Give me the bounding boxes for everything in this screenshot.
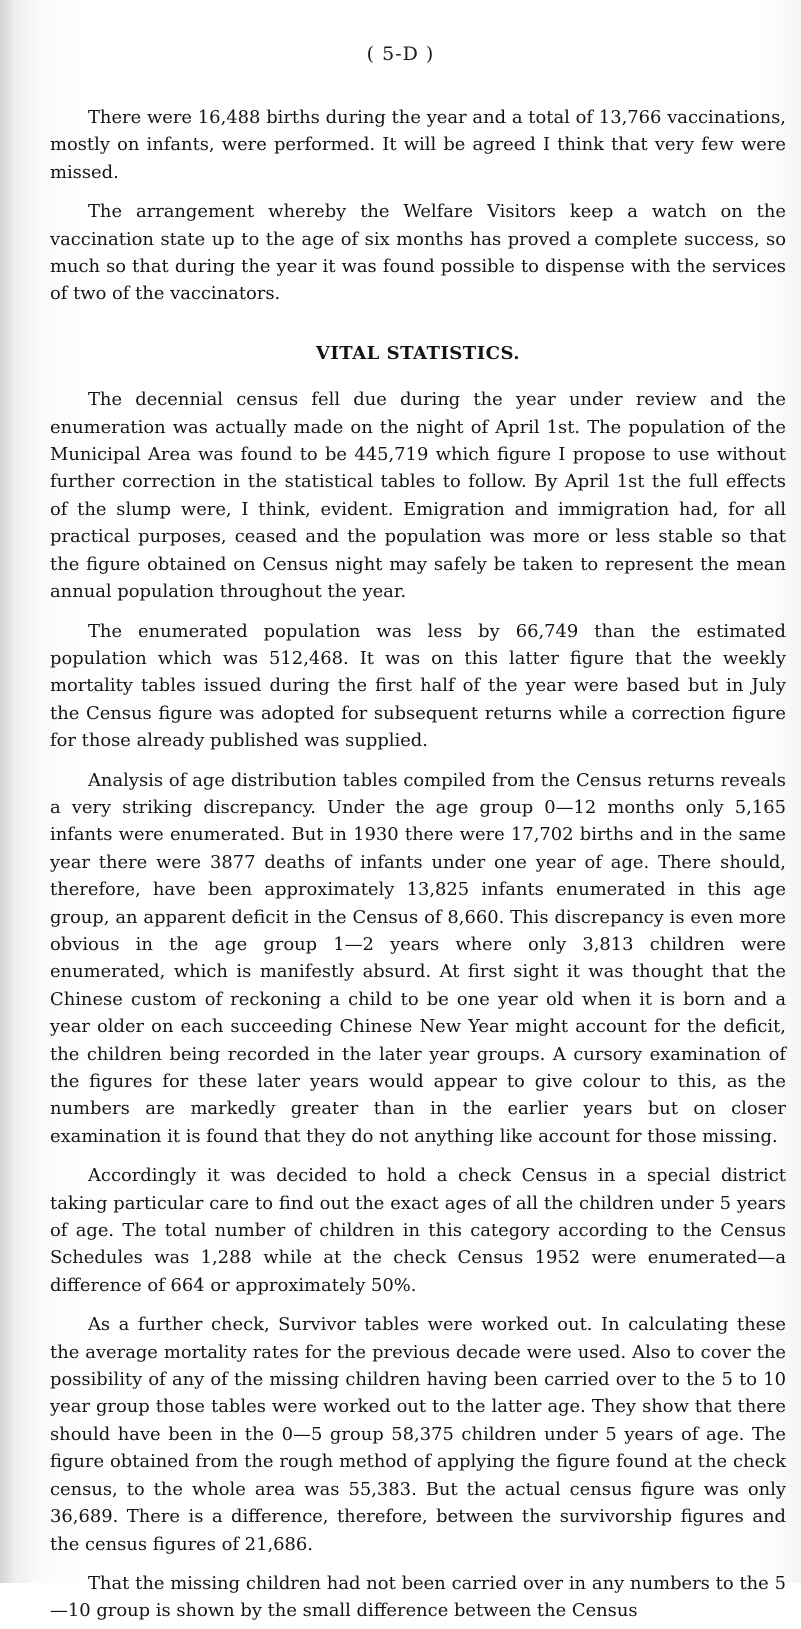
paragraph-missing-children: That the missing children had not been carried over in any numbers to the 5—10 group is shown by the small difference between the Census bbox=[50, 1572, 786, 1622]
paragraph-survivor-tables: As a further check, Survivor tables were worked out. In calculating these the average mortality rates for the previous decade were used. Also to cover the possibility of any of the missing children having been carried over to the 5 to 10 year group those tables were worked out to the latter age. They show that there should have been in the 0—5 group 58,375 children under 5 years of age. The figure obtained from the rough method of applying the figure found at the check census, to the whole area was 55,383. But the actual census figure was only 36,689. There is a difference, therefore, between the survivorship figures and the census figures of 21,686. bbox=[50, 1314, 786, 1555]
paragraph-check-census: Accordingly it was decided to hold a check Census in a special district taking particular care to find out the exact ages of all the children under 5 years of age. The total number of children in this category according to the Census Schedules was 1,288 while at the check Census 1952 were enumerated—a difference of 664 or approximately 50%. bbox=[50, 1165, 786, 1296]
paragraph-census: The decennial census fell due during the year under review and the enumeration was actually made on the night of April 1st. The population of the Municipal Area was found to be 445,719 which figure I propose to use without further correction in the statistical tables to follow. By April 1st the full effects of the slump were, I think, evident. Emigration and immigration had, for all practical purposes, ceased and the population was more or less stable so that the figure obtained on Census night may safely be taken to represent the mean annual population throughout the year. bbox=[50, 389, 786, 603]
paragraph-welfare-visitors: The arrangement whereby the Welfare Visitors keep a watch on the vaccination state up to the age of six months has proved a complete success, so much so that during the year it was found possible to dispense with the services of two of the vaccinators. bbox=[50, 201, 786, 305]
section-heading: VITAL STATISTICS. bbox=[315, 342, 521, 364]
document-body bbox=[50, 104, 786, 1629]
paragraph-age-distribution: Analysis of age distribution tables compiled from the Census returns reveals a very striking discrepancy. Under the age group 0—12 months only 5,165 infants were enumerated. But in 1930 there were 17,702 births and in the same year there were 3877 deaths of infants under one year of age. There should, therefore, have been approximately 13,825 infants enumerated in this age group, an apparent deficit in the Census of 8,660. This discrepancy is even more obvious in the age group 1—2 years where only 3,813 children were enumerated, which is manifestly absurd. At first sight it was thought that the Chinese custom of reckoning a child to be one year old when it is born and a year older on each succeeding Chinese New Year might account for the deficit, the children being recorded in the later year groups. A cursory examination of the figures for these later years would appear to give colour to this, as the numbers are markedly greater than in the earlier years but on closer examination it is found that they do not anything like account for those missing. bbox=[50, 769, 786, 1147]
page-number: ( 5-D ) bbox=[366, 43, 435, 65]
paragraph-enumerated-population: The enumerated population was less by 66,749 than the estimated population which was 512,468. It was on this latter figure that the weekly mortality tables issued during the first half of the year were based but in July the Census figure was adopted for subsequent returns while a correction figure for those already published was supplied. bbox=[50, 620, 786, 752]
page-edge-shadow bbox=[0, 0, 14, 1583]
paragraph-births: There were 16,488 births during the year and a total of 13,766 vaccinations, mostly on infants, were performed. It will be agreed I think that very few were missed. bbox=[50, 107, 786, 183]
